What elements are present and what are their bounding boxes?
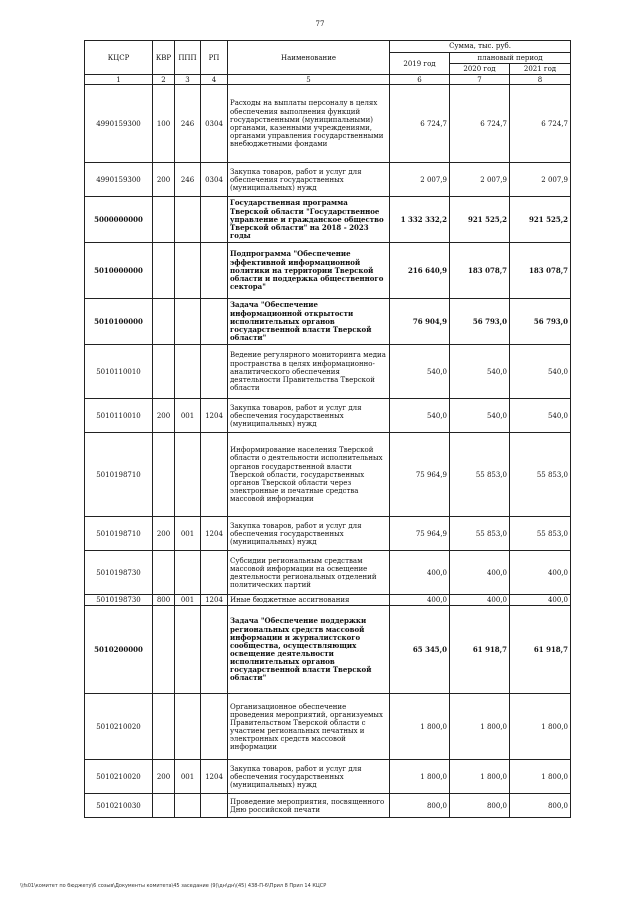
- budget-table: [84, 40, 571, 818]
- col-2021: 2021 год: [510, 64, 571, 75]
- ppp-cell: 001: [175, 760, 201, 794]
- col-planned: плановый период: [450, 53, 571, 64]
- col-number: 1: [85, 75, 153, 85]
- table-row: [85, 399, 571, 433]
- col-number: 6: [390, 75, 450, 85]
- amount-2021-cell: 540,0: [510, 399, 571, 433]
- ppp-cell: 246: [175, 163, 201, 197]
- amount-2020-cell: 540,0: [450, 345, 510, 399]
- name-cell: Субсидии региональным средствам массовой информации на освещение деятельности региональных отделений политических партий: [228, 551, 390, 595]
- col-kvr: КВР: [153, 41, 175, 75]
- amount-2020-cell: 1 800,0: [450, 694, 510, 760]
- col-kcsr: КЦСР: [85, 41, 153, 75]
- name-cell: Организационное обеспечение проведения мероприятий, организуемых Правительством Тверской области с участием региональных печатных и электронных средств массовой информации: [228, 694, 390, 760]
- table-row: [85, 243, 571, 299]
- kcsr-cell: 5010210020: [85, 760, 153, 794]
- amount-2020-cell: 183 078,7: [450, 243, 510, 299]
- kcsr-cell: 4990159300: [85, 163, 153, 197]
- amount-2020-cell: 56 793,0: [450, 299, 510, 345]
- name-cell: Закупка товаров, работ и услуг для обеспечения государственных (муниципальных) нужд: [228, 760, 390, 794]
- name-cell: Подпрограмма "Обеспечение эффективной информационной политики на территории Тверской области и поддержка общественного сектора": [228, 243, 390, 299]
- kvr-cell: [153, 794, 175, 818]
- amount-2020-cell: 540,0: [450, 399, 510, 433]
- amount-2019-cell: 76 904,9: [390, 299, 450, 345]
- table-row: [85, 299, 571, 345]
- kvr-cell: [153, 299, 175, 345]
- table-row: [85, 794, 571, 818]
- amount-2019-cell: 400,0: [390, 551, 450, 595]
- ppp-cell: [175, 694, 201, 760]
- amount-2019-cell: 65 345,0: [390, 606, 450, 694]
- file-path-footer: \\fs01\комитет по бюджету\6 созыв\Документы комитета\45 заседание (9)\дн\дн\(45) 438-П-6\Прил 8 Прил 14 КЦСР: [20, 883, 327, 889]
- rp-cell: [201, 299, 228, 345]
- name-cell: Государственная программа Тверской области "Государственное управление и гражданское общество Тверской области" на 2018 - 2023 годы: [228, 197, 390, 243]
- kvr-cell: [153, 433, 175, 517]
- rp-cell: 0304: [201, 163, 228, 197]
- ppp-cell: [175, 606, 201, 694]
- amount-2021-cell: 400,0: [510, 551, 571, 595]
- table-body: [85, 85, 571, 818]
- table-row: [85, 760, 571, 794]
- ppp-cell: [175, 794, 201, 818]
- table-row: [85, 694, 571, 760]
- kcsr-cell: 5010210020: [85, 694, 153, 760]
- kcsr-cell: 5010100000: [85, 299, 153, 345]
- kvr-cell: [153, 694, 175, 760]
- table-header: [85, 41, 571, 85]
- amount-2019-cell: 75 964,9: [390, 433, 450, 517]
- kvr-cell: 100: [153, 85, 175, 163]
- table-row: [85, 517, 571, 551]
- amount-2020-cell: 800,0: [450, 794, 510, 818]
- table-row: [85, 345, 571, 399]
- name-cell: Закупка товаров, работ и услуг для обеспечения государственных (муниципальных) нужд: [228, 399, 390, 433]
- page-number: 77: [315, 20, 325, 28]
- table-row: [85, 433, 571, 517]
- name-cell: Задача "Обеспечение поддержки региональных средств массовой информации и журналистского сообщества, осуществляющих освещение деятельности исполнительных органов государственной власти Тверской области": [228, 606, 390, 694]
- amount-2021-cell: 1 800,0: [510, 760, 571, 794]
- amount-2020-cell: 400,0: [450, 595, 510, 606]
- amount-2019-cell: 540,0: [390, 345, 450, 399]
- col-sum: Сумма, тыс. руб.: [390, 41, 571, 53]
- rp-cell: [201, 551, 228, 595]
- col-name: Наименование: [228, 41, 390, 75]
- amount-2019-cell: 75 964,9: [390, 517, 450, 551]
- amount-2019-cell: 1 800,0: [390, 694, 450, 760]
- table-row: [85, 85, 571, 163]
- amount-2021-cell: 55 853,0: [510, 517, 571, 551]
- kcsr-cell: 5010210030: [85, 794, 153, 818]
- col-number: 5: [228, 75, 390, 85]
- kvr-cell: [153, 197, 175, 243]
- kcsr-cell: 5010198710: [85, 433, 153, 517]
- rp-cell: [201, 433, 228, 517]
- amount-2019-cell: 540,0: [390, 399, 450, 433]
- kcsr-cell: 5010000000: [85, 243, 153, 299]
- name-cell: Закупка товаров, работ и услуг для обеспечения государственных (муниципальных) нужд: [228, 517, 390, 551]
- amount-2019-cell: 800,0: [390, 794, 450, 818]
- name-cell: Закупка товаров, работ и услуг для обеспечения государственных (муниципальных) нужд: [228, 163, 390, 197]
- amount-2019-cell: 400,0: [390, 595, 450, 606]
- amount-2019-cell: 2 007,9: [390, 163, 450, 197]
- table-row: [85, 197, 571, 243]
- amount-2021-cell: 921 525,2: [510, 197, 571, 243]
- amount-2021-cell: 1 800,0: [510, 694, 571, 760]
- rp-cell: [201, 345, 228, 399]
- kvr-cell: 200: [153, 399, 175, 433]
- amount-2021-cell: 800,0: [510, 794, 571, 818]
- col-ppp: ППП: [175, 41, 201, 75]
- kcsr-cell: 5010198730: [85, 595, 153, 606]
- table-row: [85, 595, 571, 606]
- rp-cell: 1204: [201, 595, 228, 606]
- amount-2020-cell: 1 800,0: [450, 760, 510, 794]
- rp-cell: [201, 606, 228, 694]
- name-cell: Информирование населения Тверской области о деятельности исполнительных органов государственной власти Тверской области, государственных органов Тверской области через электронные и печатные средства массовой информации: [228, 433, 390, 517]
- amount-2021-cell: 2 007,9: [510, 163, 571, 197]
- kvr-cell: 200: [153, 517, 175, 551]
- kcsr-cell: 4990159300: [85, 85, 153, 163]
- name-cell: Задача "Обеспечение информационной открытости исполнительных органов государственной власти Тверской области": [228, 299, 390, 345]
- rp-cell: [201, 243, 228, 299]
- name-cell: Расходы на выплаты персоналу в целях обеспечения выполнения функций государственными (муниципальными) органами, казенными учреждениями, органами управления государственными внебюджетными фондами: [228, 85, 390, 163]
- kvr-cell: [153, 345, 175, 399]
- ppp-cell: 246: [175, 85, 201, 163]
- col-number: 3: [175, 75, 201, 85]
- amount-2019-cell: 216 640,9: [390, 243, 450, 299]
- rp-cell: [201, 694, 228, 760]
- rp-cell: 1204: [201, 760, 228, 794]
- name-cell: Иные бюджетные ассигнования: [228, 595, 390, 606]
- kcsr-cell: 5010198730: [85, 551, 153, 595]
- col-2019: 2019 год: [390, 53, 450, 75]
- kcsr-cell: 5010110010: [85, 399, 153, 433]
- amount-2020-cell: 61 918,7: [450, 606, 510, 694]
- amount-2020-cell: 921 525,2: [450, 197, 510, 243]
- amount-2021-cell: 61 918,7: [510, 606, 571, 694]
- amount-2021-cell: 400,0: [510, 595, 571, 606]
- ppp-cell: 001: [175, 595, 201, 606]
- ppp-cell: 001: [175, 517, 201, 551]
- kvr-cell: [153, 551, 175, 595]
- amount-2020-cell: 2 007,9: [450, 163, 510, 197]
- table-row: [85, 163, 571, 197]
- kvr-cell: 200: [153, 163, 175, 197]
- amount-2019-cell: 6 724,7: [390, 85, 450, 163]
- rp-cell: 1204: [201, 399, 228, 433]
- kcsr-cell: 5010110010: [85, 345, 153, 399]
- col-number: 4: [201, 75, 228, 85]
- kvr-cell: 800: [153, 595, 175, 606]
- amount-2019-cell: 1 800,0: [390, 760, 450, 794]
- kvr-cell: [153, 606, 175, 694]
- rp-cell: [201, 197, 228, 243]
- ppp-cell: [175, 197, 201, 243]
- rp-cell: 1204: [201, 517, 228, 551]
- ppp-cell: [175, 345, 201, 399]
- amount-2019-cell: 1 332 332,2: [390, 197, 450, 243]
- kcsr-cell: 5010200000: [85, 606, 153, 694]
- ppp-cell: [175, 433, 201, 517]
- col-number: 2: [153, 75, 175, 85]
- amount-2021-cell: 183 078,7: [510, 243, 571, 299]
- kvr-cell: 200: [153, 760, 175, 794]
- col-number: 7: [450, 75, 510, 85]
- amount-2020-cell: 55 853,0: [450, 517, 510, 551]
- table-row: [85, 551, 571, 595]
- ppp-cell: 001: [175, 399, 201, 433]
- col-number: 8: [510, 75, 571, 85]
- amount-2021-cell: 55 853,0: [510, 433, 571, 517]
- col-2020: 2020 год: [450, 64, 510, 75]
- name-cell: Ведение регулярного мониторинга медиа пространства в целях информационно-аналитического обеспечения деятельности Правительства Тверской области: [228, 345, 390, 399]
- rp-cell: 0304: [201, 85, 228, 163]
- col-rp: РП: [201, 41, 228, 75]
- ppp-cell: [175, 299, 201, 345]
- ppp-cell: [175, 551, 201, 595]
- ppp-cell: [175, 243, 201, 299]
- kvr-cell: [153, 243, 175, 299]
- rp-cell: [201, 794, 228, 818]
- amount-2021-cell: 56 793,0: [510, 299, 571, 345]
- amount-2020-cell: 55 853,0: [450, 433, 510, 517]
- amount-2020-cell: 400,0: [450, 551, 510, 595]
- amount-2021-cell: 6 724,7: [510, 85, 571, 163]
- amount-2021-cell: 540,0: [510, 345, 571, 399]
- amount-2020-cell: 6 724,7: [450, 85, 510, 163]
- kcsr-cell: 5000000000: [85, 197, 153, 243]
- kcsr-cell: 5010198710: [85, 517, 153, 551]
- name-cell: Проведение мероприятия, посвященного Дню российской печати: [228, 794, 390, 818]
- table-row: [85, 606, 571, 694]
